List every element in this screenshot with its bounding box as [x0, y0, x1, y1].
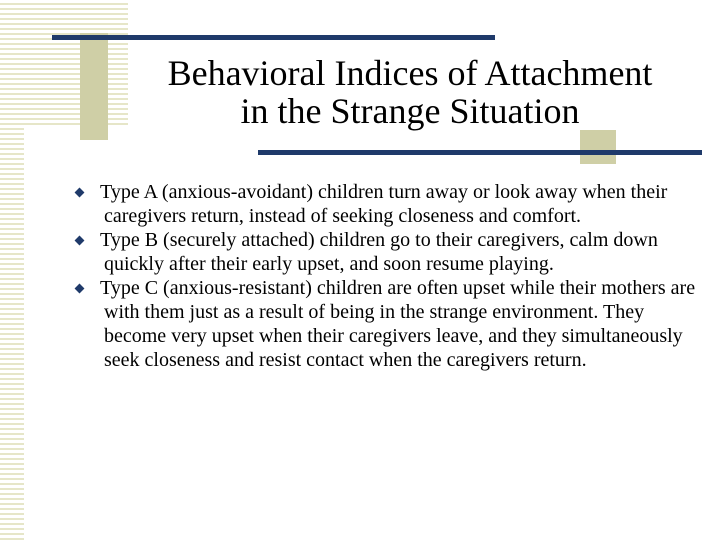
bullet-text: Type C (anxious-resistant) children are often upset while their mothers are with them just as a result of being in the strange environment. They become very upset when their caregivers leave, and they simultaneously seek closeness and resist contact when the caregivers return.	[100, 277, 696, 371]
bullet-item-type-b	[72, 228, 702, 276]
bullet-item-type-a	[72, 180, 702, 228]
decorative-accent-block-left	[80, 33, 108, 140]
decorative-accent-block-right	[580, 130, 616, 164]
bullet-text: Type A (anxious-avoidant) children turn away or look away when their caregivers return, instead of seeking closeness and comfort.	[100, 181, 668, 227]
bullet-item-type-c	[72, 276, 702, 372]
slide-title	[110, 54, 710, 130]
bullet-list	[72, 180, 702, 372]
decorative-stripe-panel	[0, 0, 24, 540]
title-top-rule	[52, 35, 495, 40]
slide-title-line-1: Behavioral Indices of Attachment	[167, 53, 653, 93]
bullet-text: Type B (securely attached) children go to their caregivers, calm down quickly after their early upset, and soon resume playing.	[100, 229, 658, 275]
slide-title-line-2: in the Strange Situation	[240, 91, 580, 131]
diamond-bullet-icon	[75, 188, 85, 198]
title-bottom-rule	[258, 150, 702, 155]
diamond-bullet-icon	[75, 236, 85, 246]
diamond-bullet-icon	[75, 284, 85, 294]
